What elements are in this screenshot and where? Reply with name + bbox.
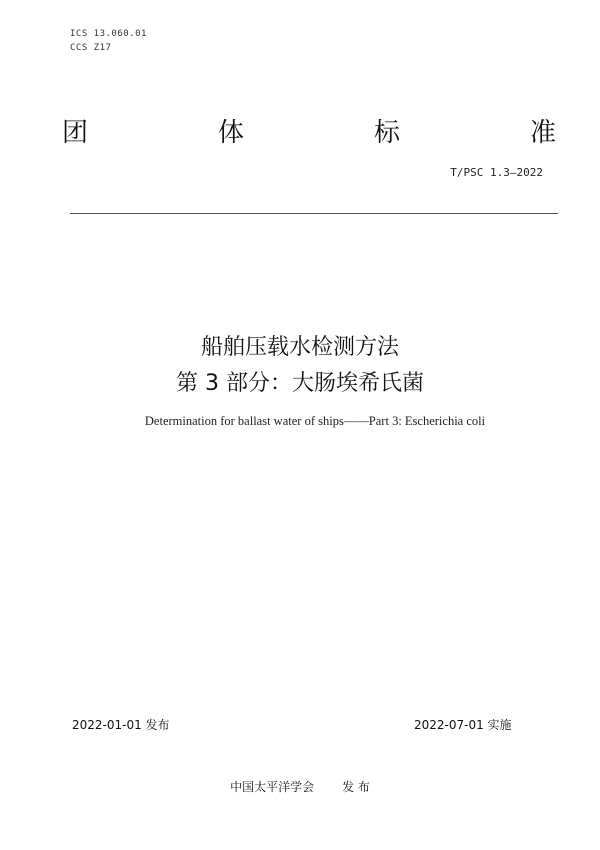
standard-type-char-2: 体 xyxy=(217,118,244,148)
standard-code: T/PSC 1.3—2022 xyxy=(450,166,543,179)
issuer-action: 发 布 xyxy=(342,780,370,794)
implementation-date: 2022-07-01 实施 xyxy=(414,718,512,732)
standard-type-char-4: 准 xyxy=(529,118,556,148)
standard-type-title xyxy=(62,112,556,149)
header-divider xyxy=(70,213,558,214)
ccs-code: CCS Z17 xyxy=(70,43,112,53)
issuer-line xyxy=(0,778,600,795)
issuer-org: 中国太平洋学会 xyxy=(230,780,315,794)
title-cn-main: 船舶压载水检测方法 xyxy=(200,335,399,360)
standard-type-char-3: 标 xyxy=(373,118,400,148)
issue-date: 2022-01-01 发布 xyxy=(72,718,170,732)
title-en: Determination for ballast water of ships——Part 3: Escherichia coli xyxy=(144,414,486,428)
title-cn-part: 第 3 部分：大肠埃希氏菌 xyxy=(176,371,424,396)
ics-code: ICS 13.060.01 xyxy=(70,29,147,39)
standard-type-char-1: 团 xyxy=(62,118,89,148)
